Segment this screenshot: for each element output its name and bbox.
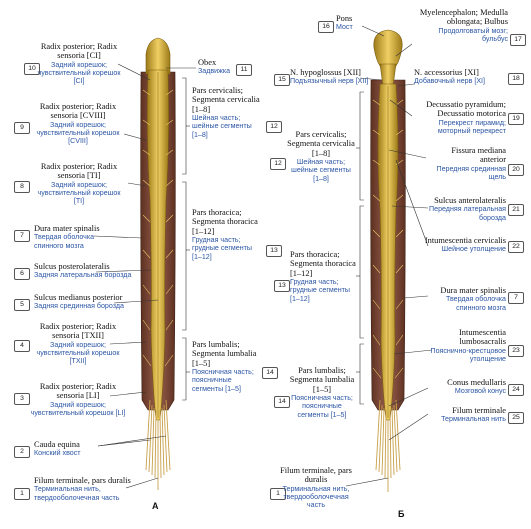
label-13a-number: 13 (266, 245, 282, 257)
label-11 (198, 58, 238, 76)
label-9 (30, 102, 126, 145)
label-6 (34, 262, 134, 280)
label-22-number: 22 (508, 241, 524, 253)
label-12a-number: 12 (266, 121, 282, 133)
label-23-russian: Пояснично-крестцовое утолщение (430, 346, 506, 364)
label-8-latin: Radix posterior; Radix sensoria [TI] (40, 162, 118, 181)
label-6-number: 6 (14, 268, 30, 280)
label-10-russian: Задний корешок; чувствительный корешок [CI] (37, 60, 121, 86)
label-1-number: 1 (14, 488, 30, 500)
label-1b-number: 1 (270, 488, 286, 500)
label-14b-number: 14 (274, 396, 290, 408)
label-12b-number: 12 (270, 158, 286, 170)
label-12a-russian: Шейная часть; шейные сегменты [1–8] (192, 114, 252, 139)
label-8 (32, 162, 126, 205)
label-2-latin: Cauda equina (34, 440, 80, 449)
label-19 (412, 100, 506, 135)
label-24-latin: Conus medullaris (447, 378, 506, 387)
label-25 (424, 406, 506, 424)
label-4-latin: Radix posterior; Radix sensoria [TXII] (39, 322, 117, 341)
label-16-russian: Мост (336, 23, 353, 32)
label-12b (286, 130, 356, 183)
label-17-russian: Продолговатый мозг; бульбус (438, 26, 508, 44)
label-11-latin: Obex (198, 58, 217, 67)
label-5 (34, 293, 144, 311)
label-7b-latin: Dura mater spinalis (440, 286, 506, 295)
label-11-number: 11 (236, 64, 252, 76)
label-13b-latin: Pars thoracica; Segmenta thoracica [1–12] (290, 250, 356, 278)
label-15-latin: N. hypoglossus [XII] (290, 68, 361, 77)
label-21-latin: Sulcus anterolateralis (434, 196, 506, 205)
label-15-number: 15 (274, 74, 290, 86)
label-16-number: 16 (318, 21, 334, 33)
label-10 (36, 42, 122, 85)
label-7b-russian: Твердая оболочка спинного мозга (445, 295, 506, 312)
label-2 (34, 440, 114, 458)
label-9-latin: Radix posterior; Radix sensoria [CVIII] (39, 102, 117, 121)
right-specimen (371, 30, 406, 492)
label-3 (30, 382, 126, 417)
label-12b-russian: Шейная часть; шейные сегменты [1–8] (291, 158, 351, 183)
label-13a (192, 208, 260, 261)
label-7b-number: 7 (508, 292, 524, 304)
label-22 (420, 236, 506, 254)
label-7-russian: Твердая оболочка спинного мозга (34, 233, 95, 250)
label-1 (34, 476, 134, 502)
label-3-russian: Задний корешок; чувствительный корешок [LI] (30, 400, 126, 418)
label-24 (420, 378, 506, 396)
label-6-latin: Sulcus posterolateralis (34, 262, 110, 271)
label-17-number: 17 (510, 34, 526, 46)
label-13a-latin: Pars thoracica; Segmenta thoracica [1–12] (192, 208, 258, 236)
label-2-russian: Конский хвост (34, 449, 81, 458)
label-11-russian: Задвижка (198, 67, 231, 76)
panel-label-left: А (152, 501, 159, 511)
label-22-russian: Шейное утолщение (441, 245, 506, 254)
label-17-latin: Myelencephalon; Medulla oblongata; Bulbus (419, 8, 508, 27)
label-3-number: 3 (14, 393, 30, 405)
label-25-number: 25 (508, 412, 524, 424)
label-14b (288, 366, 356, 419)
label-25-latin: Filum terminale (452, 406, 506, 415)
label-12a (192, 86, 260, 139)
label-16 (336, 14, 366, 32)
label-10-latin: Radix posterior; Radix sensoria [CI] (40, 42, 118, 61)
label-2-number: 2 (14, 446, 30, 458)
label-13b (290, 250, 356, 303)
label-12a-latin: Pars cervicalis; Segmenta cervicalia [1–8] (192, 86, 260, 114)
label-9-russian: Задний корешок; чувствительный корешок [CVIII] (36, 120, 120, 146)
label-14b-russian: Поясничная часть; поясничные сегменты [1–5] (291, 394, 353, 419)
label-19-number: 19 (508, 113, 524, 125)
label-3-latin: Radix posterior; Radix sensoria [LI] (39, 382, 117, 401)
label-16-latin: Pons (336, 14, 353, 23)
label-10-number: 10 (24, 63, 40, 75)
label-1-russian: Терминальная нить, твердооболочечная часть (34, 485, 120, 502)
label-20-latin: Fissura mediana anterior (451, 146, 506, 165)
label-14a (192, 340, 262, 393)
label-18-number: 18 (508, 73, 524, 85)
label-12b-latin: Pars cervicalis; Segmenta cervicalia [1–8] (287, 130, 355, 158)
label-23-latin: Intumescentia lumbosacralis (459, 328, 506, 347)
right-pons (374, 30, 402, 66)
label-24-russian: Мозговой конус (454, 387, 506, 396)
left-specimen (141, 38, 176, 490)
label-22-latin: Intumescentia cervicalis (424, 236, 506, 245)
label-23 (424, 328, 506, 363)
label-1b (280, 466, 352, 509)
label-14b-latin: Pars lumbalis; Segmenta lumbalia [1–5] (289, 366, 355, 394)
label-5-russian: Задняя срединная борозда (34, 302, 124, 311)
label-4-number: 4 (14, 340, 30, 352)
label-14a-number: 14 (262, 367, 278, 379)
label-13b-number: 13 (274, 280, 290, 292)
label-9-number: 9 (14, 122, 30, 134)
label-6-russian: Задняя латеральная борозда (34, 271, 132, 280)
label-7b (424, 286, 506, 312)
label-18-russian: Добавочный нерв [XI] (414, 77, 485, 86)
label-17 (412, 8, 508, 43)
label-1-latin: Filum terminale, pars duralis (34, 476, 131, 485)
label-21-russian: Передняя латеральная борозда (429, 205, 506, 222)
label-20 (424, 146, 506, 181)
label-14a-russian: Поясничная часть; поясничные сегменты [1–5] (192, 368, 254, 393)
label-7-number: 7 (14, 230, 30, 242)
label-14a-latin: Pars lumbalis; Segmenta lumbalia [1–5] (192, 340, 257, 368)
label-8-russian: Задний корешок; чувствительный корешок [TI] (37, 180, 121, 206)
label-19-russian: Перекрест пирамид; моторный перекрест (437, 118, 506, 136)
label-15-russian: Подъязычный нерв [XII] (290, 77, 369, 86)
label-8-number: 8 (14, 181, 30, 193)
label-4 (30, 322, 126, 365)
label-13a-russian: Грудная часть; грудные сегменты [1–12] (192, 236, 253, 261)
panel-label-right: Б (398, 509, 405, 519)
label-18-latin: N. accessorius [XI] (414, 68, 479, 77)
label-4-russian: Задний корешок; чувствительный корешок [TXII] (36, 340, 120, 366)
label-23-number: 23 (508, 345, 524, 357)
label-19-latin: Decussatio pyramidum; Decussatio motorica (426, 100, 506, 119)
label-1b-russian: Терминальная нить, твердооболочечная часть (282, 484, 350, 510)
label-18 (414, 68, 504, 86)
label-13b-russian: Грудная часть; грудные сегменты [1–12] (290, 278, 351, 303)
label-21 (420, 196, 506, 222)
label-24-number: 24 (508, 384, 524, 396)
label-20-number: 20 (508, 164, 524, 176)
label-7-latin: Dura mater spinalis (34, 224, 100, 233)
label-1b-latin: Filum terminale, pars duralis (280, 466, 352, 485)
label-21-number: 21 (508, 204, 524, 216)
label-7 (34, 224, 124, 250)
right-medulla (380, 64, 396, 86)
label-5-number: 5 (14, 299, 30, 311)
label-15 (290, 68, 370, 86)
left-medulla (146, 38, 170, 74)
label-20-russian: Передняя срединная щель (436, 164, 506, 182)
label-25-russian: Терминальная нить (441, 415, 506, 424)
label-5-latin: Sulcus medianus posterior (34, 293, 123, 302)
